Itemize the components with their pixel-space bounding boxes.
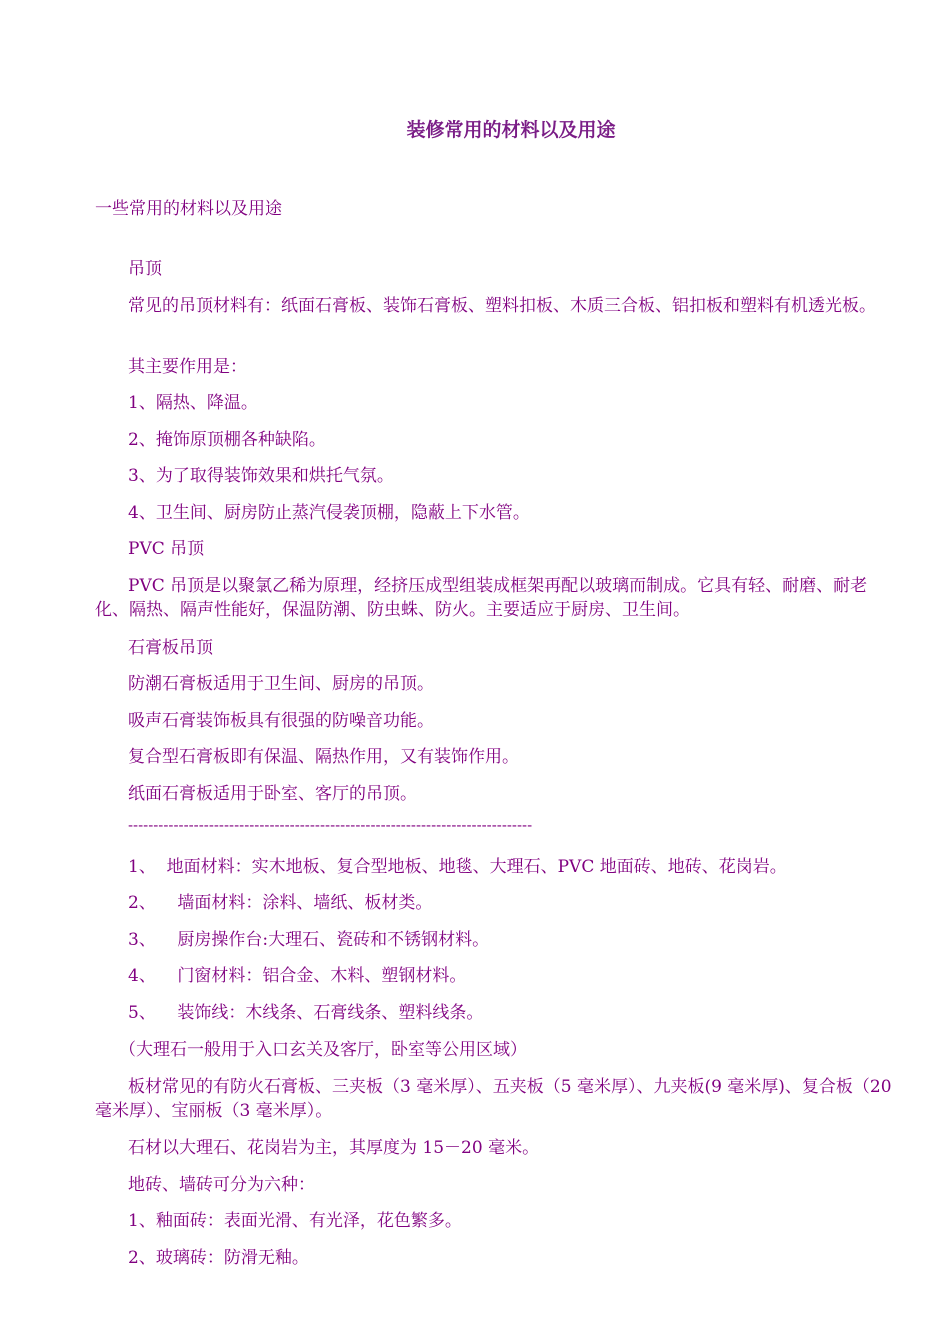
separator-line: --------------------------------------------------------------------------------	[128, 818, 533, 834]
list-item: 3、 厨房操作台:大理石、瓷砖和不锈钢材料。	[128, 930, 490, 950]
paragraph: 2、掩饰原顶棚各种缺陷。	[128, 430, 326, 450]
list-item: 4、 门窗材料：铝合金、木料、塑钢材料。	[128, 966, 467, 986]
list-item: 2、 墙面材料：涂料、墙纸、板材类。	[128, 893, 433, 913]
document-subtitle: 一些常用的材料以及用途	[95, 199, 282, 219]
paragraph: 其主要作用是：	[128, 357, 247, 377]
paragraph: 纸面石膏板适用于卧室、客厅的吊顶。	[128, 784, 417, 804]
paragraph: 常见的吊顶材料有：纸面石膏板、装饰石膏板、塑料扣板、木质三合板、铝扣板和塑料有机透光板。	[128, 296, 876, 316]
list-item: 5、 装饰线：木线条、石膏线条、塑料线条。	[128, 1003, 484, 1023]
paragraph: PVC 吊顶是以聚氯乙稀为原理，经挤压成型组装成框架再配以玻璃而制成。它具有轻、耐磨、耐老化、隔热、隔声性能好，保温防潮、防虫蛛、防火。主要适应于厨房、卫生间。	[95, 576, 868, 620]
paragraph: 1、隔热、降温。	[128, 393, 258, 413]
note-paragraph: 石材以大理石、花岗岩为主，其厚度为 15－20 毫米。	[128, 1138, 540, 1158]
note-paragraph: 地砖、墙砖可分为六种：	[128, 1175, 315, 1195]
note-paragraph: 1、釉面砖：表面光滑、有光泽，花色繁多。	[128, 1211, 462, 1231]
list-item: 1、 地面材料：实木地板、复合型地板、地毯、大理石、PVC 地面砖、地砖、花岗岩。	[128, 857, 787, 877]
paragraph: 4、卫生间、厨房防止蒸汽侵袭顶棚，隐蔽上下水管。	[128, 503, 530, 523]
paragraph: PVC 吊顶	[128, 539, 205, 559]
paragraph: 吊顶	[128, 259, 162, 279]
note-paragraph: 2、玻璃砖：防滑无釉。	[128, 1248, 309, 1268]
paragraph: 吸声石膏装饰板具有很强的防噪音功能。	[128, 711, 434, 731]
paragraph: 复合型石膏板即有保温、隔热作用，又有装饰作用。	[128, 747, 519, 767]
paragraph: 石膏板吊顶	[128, 638, 213, 658]
note-paragraph: （大理石一般用于入口玄关及客厅，卧室等公用区域）	[119, 1040, 527, 1060]
document-title: 装修常用的材料以及用途	[406, 119, 616, 141]
paragraph: 防潮石膏板适用于卫生间、厨房的吊顶。	[128, 674, 434, 694]
note-paragraph: 板材常见的有防火石膏板、三夹板（3 毫米厚）、五夹板（5 毫米厚）、九夹板(9 毫米厚)、复合板（20 毫米厚）、宝丽板（3 毫米厚）。	[95, 1077, 892, 1121]
paragraph: 3、为了取得装饰效果和烘托气氛。	[128, 466, 394, 486]
